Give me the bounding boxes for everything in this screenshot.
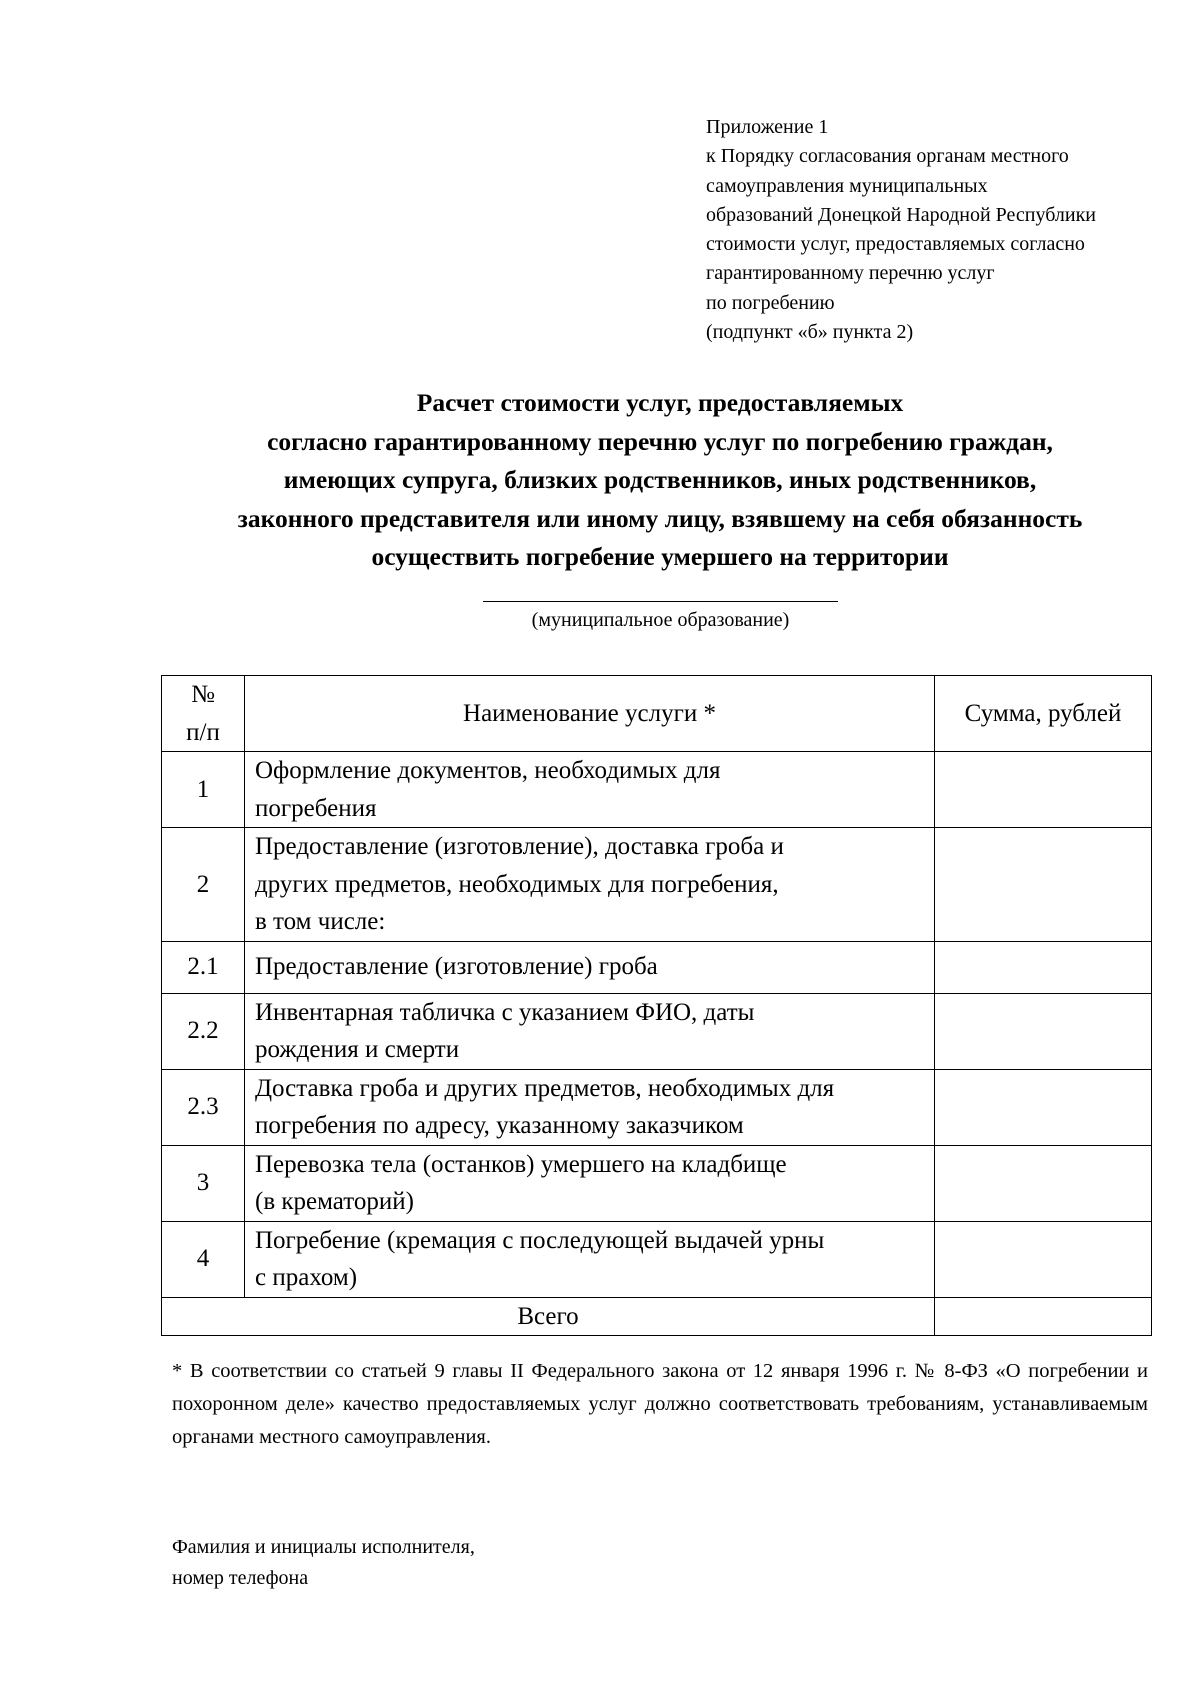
row-name-line: Оформление документов, необходимых для: [255, 757, 721, 784]
header-sum: Сумма, рублей: [935, 676, 1152, 752]
services-table: [161, 675, 1152, 1336]
row-service-name: [245, 828, 935, 942]
row-number: 1: [162, 752, 245, 828]
row-sum-cell: [935, 1221, 1152, 1297]
row-name-line: рождения и смерти: [255, 1036, 460, 1063]
row-service-name: [245, 1069, 935, 1145]
total-label: Всего: [162, 1297, 935, 1336]
row-name-line: погребения по адресу, указанному заказчиком: [255, 1112, 744, 1139]
table-row: [162, 1221, 1152, 1297]
signature-line: Фамилия и инициалы исполнителя,: [172, 1536, 475, 1558]
appendix-line: стоимости услуг, предоставляемых согласно: [706, 233, 1085, 256]
table-row: [162, 993, 1152, 1069]
row-sum-cell: [935, 1145, 1152, 1221]
signature-line: номер телефона: [172, 1567, 309, 1589]
row-number: 4: [162, 1221, 245, 1297]
row-number: 2: [162, 828, 245, 942]
header-service-name: Наименование услуги *: [245, 676, 935, 752]
row-service-name: [245, 1221, 935, 1297]
title-line: осуществить погребение умершего на территории: [371, 542, 949, 571]
appendix-line: гарантированному перечню услуг: [706, 262, 995, 285]
footnote: * В соответствии со статьей 9 главы II Федерального закона от 12 января 1996 г. № 8-ФЗ «О погребении и похоронном деле» качество предоставляемых услуг должно соответствовать требованиям, устанавливаемым органами местного самоуправления.: [172, 1360, 1148, 1448]
row-name-line: с прахом): [255, 1264, 358, 1291]
document-title: [120, 384, 1200, 577]
row-number: 2.2: [162, 993, 245, 1069]
row-service-name: [245, 993, 935, 1069]
row-name-line: (в крематорий): [255, 1188, 414, 1215]
row-sum-cell: [935, 828, 1152, 942]
row-sum-cell: [935, 1069, 1152, 1145]
signature-block: [172, 1532, 672, 1594]
appendix-line: по погребению: [706, 291, 835, 314]
header-number: [162, 676, 245, 752]
title-line: согласно гарантированному перечню услуг по погребению граждан,: [267, 426, 1053, 456]
row-name-line: Перевозка тела (останков) умершего на кладбище: [255, 1150, 787, 1178]
table-row: [162, 752, 1152, 828]
row-name-line: других предметов, необходимых для погребения,: [255, 870, 779, 898]
row-number: 3: [162, 1145, 245, 1221]
row-service-name: [245, 1145, 935, 1221]
row-sum-cell: [935, 941, 1152, 993]
table-row: [162, 1069, 1152, 1145]
appendix-header: [706, 113, 1166, 347]
appendix-line: к Порядку согласования органам местного: [706, 145, 1069, 168]
row-number: 2.3: [162, 1069, 245, 1145]
title-line: законного представителя или иному лицу, взявшему на себя обязанность: [237, 503, 1083, 533]
row-service-name: [245, 752, 935, 828]
row-name-line: Погребение (кремация с последующей выдачей урны: [255, 1226, 825, 1254]
title-line: Расчет стоимости услуг, предоставляемых: [416, 388, 904, 417]
row-service-name: [245, 941, 935, 993]
row-name-line: Предоставление (изготовление) гроба: [255, 953, 658, 981]
row-name-line: в том числе:: [255, 908, 386, 935]
appendix-line: (подпункт «б» пункта 2): [706, 321, 914, 344]
row-name-line: Доставка гроба и других предметов, необходимых для: [255, 1074, 835, 1102]
row-number: 2.1: [162, 941, 245, 993]
table-row: [162, 941, 1152, 993]
row-sum-cell: [935, 752, 1152, 828]
row-name-line: погребения: [255, 794, 377, 822]
header-number-line1: №: [191, 681, 215, 708]
title-line: имеющих супруга, близких родственников, иных родственников,: [283, 465, 1037, 494]
table-total-row: [162, 1297, 1152, 1336]
table-row: [162, 828, 1152, 942]
header-number-line2: п/п: [186, 718, 220, 746]
row-name-line: Инвентарная табличка с указанием ФИО, даты: [255, 998, 755, 1026]
table-row: [162, 1145, 1152, 1221]
row-name-line: Предоставление (изготовление), доставка гроба и: [255, 833, 784, 860]
appendix-line: Приложение 1: [706, 116, 829, 138]
appendix-line: самоуправления муниципальных: [706, 174, 988, 197]
row-sum-cell: [935, 993, 1152, 1069]
appendix-line: образований Донецкой Народной Республики: [706, 203, 1096, 226]
total-sum-cell: [935, 1297, 1152, 1336]
table-header-row: [162, 676, 1152, 752]
municipality-label: (муниципальное образование): [531, 609, 790, 631]
municipality-blank-line: [483, 601, 838, 602]
